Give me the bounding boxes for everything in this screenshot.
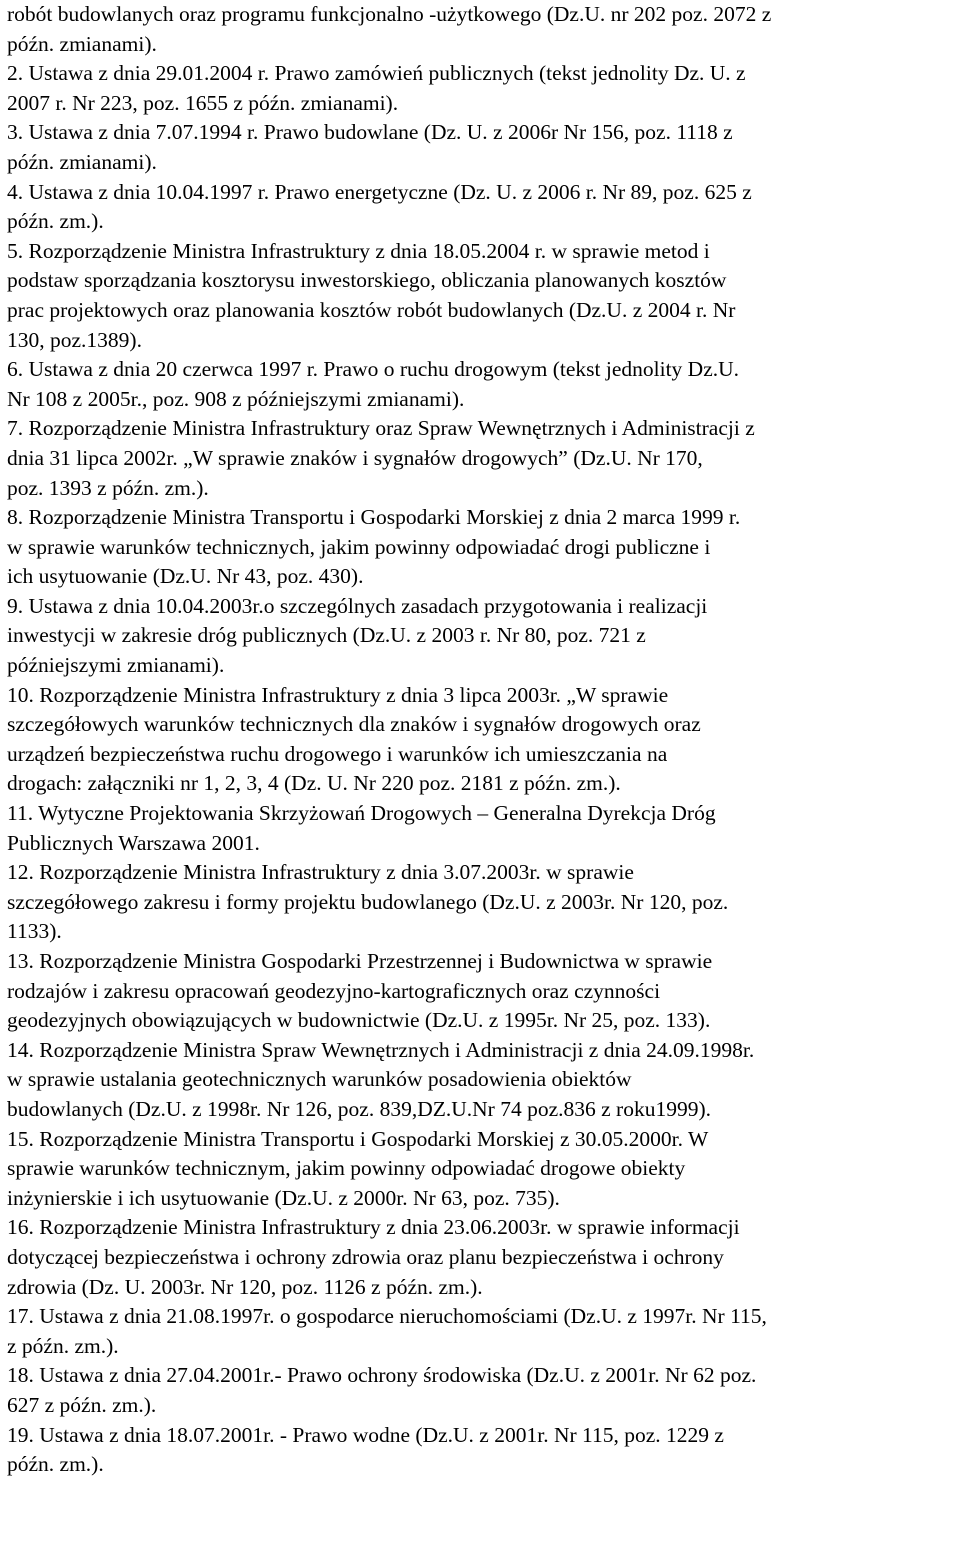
text-line: późniejszymi zmianami). <box>7 653 225 678</box>
text-line: 10. Rozporządzenie Ministra Infrastruktury z dnia 3 lipca 2003r. „W sprawie <box>7 682 669 707</box>
text-line: rodzajów i zakresu opracowań geodezyjno-kartograficznych oraz czynności <box>7 978 661 1003</box>
text-line: 19. Ustawa z dnia 18.07.2001r. - Prawo wodne (Dz.U. z 2001r. Nr 115, poz. 1229 z <box>7 1422 724 1447</box>
text-line: 7. Rozporządzenie Ministra Infrastruktury oraz Spraw Wewnętrznych i Administracji z <box>7 416 755 441</box>
text-line: prac projektowych oraz planowania kosztów robót budowlanych (Dz.U. z 2004 r. Nr <box>7 297 736 322</box>
text-line: urządzeń bezpieczeństwa ruchu drogowego i warunków ich umieszczania na <box>7 741 668 766</box>
text-line: 9. Ustawa z dnia 10.04.2003r.o szczególnych zasadach przygotowania i realizacji <box>7 593 708 618</box>
text-line: szczegółowego zakresu i formy projektu budowlanego (Dz.U. z 2003r. Nr 120, poz. <box>7 889 729 914</box>
text-line: Nr 108 z 2005r., poz. 908 z późniejszymi zmianami). <box>7 386 465 411</box>
text-line: dotyczącej bezpieczeństwa i ochrony zdrowia oraz planu bezpieczeństwa i ochrony <box>7 1244 724 1269</box>
text-line: późn. zmianami). <box>7 149 157 174</box>
text-line: 13. Rozporządzenie Ministra Gospodarki Przestrzennej i Budownictwa w sprawie <box>7 949 713 973</box>
text-line: geodezyjnych obowiązujących w budownictwie (Dz.U. z 1995r. Nr 25, poz. 133). <box>7 1008 711 1033</box>
text-line: szczegółowych warunków technicznych dla znaków i sygnałów drogowych oraz <box>7 712 701 737</box>
text-line: 4. Ustawa z dnia 10.04.1997 r. Prawo energetyczne (Dz. U. z 2006 r. Nr 89, poz. 625 z <box>7 179 752 204</box>
text-line: 5. Rozporządzenie Ministra Infrastruktury z dnia 18.05.2004 r. w sprawie metod i <box>7 238 710 263</box>
text-line: 3. Ustawa z dnia 7.07.1994 r. Prawo budowlane (Dz. U. z 2006r Nr 156, poz. 1118 z <box>7 120 733 145</box>
text-line: 2. Ustawa z dnia 29.01.2004 r. Prawo zamówień publicznych (tekst jednolity Dz. U. z <box>7 61 746 86</box>
text-line: 2007 r. Nr 223, poz. 1655 z późn. zmianami). <box>7 90 399 115</box>
text-line: 17. Ustawa z dnia 21.08.1997r. o gospodarce nieruchomościami (Dz.U. z 1997r. Nr 115, <box>7 1304 767 1329</box>
text-line: 18. Ustawa z dnia 27.04.2001r.- Prawo ochrony środowiska (Dz.U. z 2001r. Nr 62 poz. <box>7 1363 757 1388</box>
text-line: sprawie warunków technicznym, jakim powinny odpowiadać drogowe obiekty <box>7 1156 686 1181</box>
text-line: 14. Rozporządzenie Ministra Spraw Wewnętrznych i Administracji z dnia 24.09.1998r. <box>7 1037 755 1062</box>
text-line: zdrowia (Dz. U. 2003r. Nr 120, poz. 1126 z późn. zm.). <box>7 1274 483 1299</box>
text-line: drogach: załączniki nr 1, 2, 3, 4 (Dz. U. Nr 220 poz. 2181 z późn. zm.). <box>7 771 621 796</box>
text-line: 11. Wytyczne Projektowania Skrzyżowań Drogowych – Generalna Dyrekcja Dróg <box>7 801 716 826</box>
text-line: późn. zm.). <box>7 1452 104 1477</box>
text-line: w sprawie ustalania geotechnicznych warunków posadowienia obiektów <box>7 1067 632 1092</box>
text-line: 16. Rozporządzenie Ministra Infrastruktury z dnia 23.06.2003r. w sprawie informacji <box>7 1215 740 1240</box>
text-line: 6. Ustawa z dnia 20 czerwca 1997 r. Prawo o ruchu drogowym (tekst jednolity Dz.U. <box>7 357 740 382</box>
text-line: poz. 1393 z późn. zm.). <box>7 475 209 500</box>
text-line: 8. Rozporządzenie Ministra Transportu i Gospodarki Morskiej z dnia 2 marca 1999 r. <box>7 505 741 530</box>
text-line: Publicznych Warszawa 2001. <box>7 830 260 855</box>
text-line: budowlanych (Dz.U. z 1998r. Nr 126, poz. 839,DZ.U.Nr 74 poz.836 z roku1999). <box>7 1096 711 1121</box>
text-line: 627 z późn. zm.). <box>7 1392 157 1417</box>
text-line: 1133). <box>7 919 62 944</box>
text-line: w sprawie warunków technicznych, jakim powinny odpowiadać drogi publiczne i <box>7 534 711 559</box>
text-line: 130, poz.1389). <box>7 327 142 352</box>
text-line: późn. zmianami). <box>7 31 157 56</box>
text-line <box>7 1480 960 1510</box>
text-line: robót budowlanych oraz programu funkcjonalno -użytkowego (Dz.U. nr 202 poz. 2072 z <box>7 2 772 26</box>
text-line: 12. Rozporządzenie Ministra Infrastruktury z dnia 3.07.2003r. w sprawie <box>7 860 634 885</box>
text-line: dnia 31 lipca 2002r. „W sprawie znaków i sygnałów drogowych” (Dz.U. Nr 170, <box>7 445 703 470</box>
text-line: z późn. zm.). <box>7 1333 119 1358</box>
text-line: inwestycji w zakresie dróg publicznych (Dz.U. z 2003 r. Nr 80, poz. 721 z <box>7 623 646 648</box>
text-line: inżynierskie i ich usytuowanie (Dz.U. z 2000r. Nr 63, poz. 735). <box>7 1185 560 1210</box>
text-line: 15. Rozporządzenie Ministra Transportu i Gospodarki Morskiej z 30.05.2000r. W <box>7 1126 709 1151</box>
text-line: późn. zm.). <box>7 209 104 234</box>
text-line: podstaw sporządzania kosztorysu inwestorskiego, obliczania planowanych kosztów <box>7 268 727 293</box>
text-line: ich usytuowanie (Dz.U. Nr 43, poz. 430). <box>7 564 364 589</box>
text-line <box>7 1509 960 1539</box>
